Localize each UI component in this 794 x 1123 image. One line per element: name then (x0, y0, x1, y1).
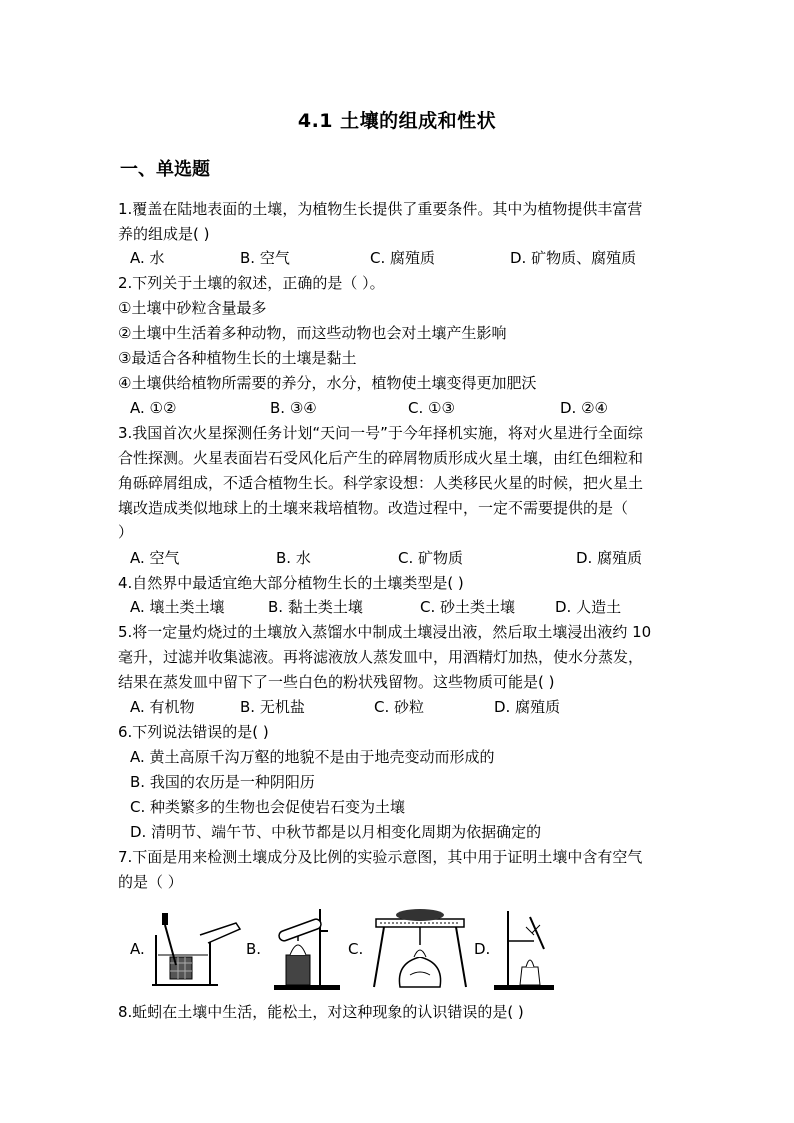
q7-figures (128, 905, 568, 995)
q1-option-b: B. 空气 (240, 249, 290, 267)
q5-stem-line1: 5.将一定量灼烧过的土壤放入蒸馏水中制成土壤浸出液，然后取土壤浸出液约 10 (118, 623, 652, 641)
q3-stem-line5: ） (118, 523, 134, 541)
q6-option-c: C. 种类繁多的生物也会促使岩石变为土壤 (130, 798, 406, 816)
q7-fig-label-d: D. (474, 940, 491, 958)
q2-statement-2: ②土壤中生活着多种动物，而这些动物也会对土壤产生影响 (118, 324, 507, 342)
q5-stem-line2: 毫升，过滤并收集滤液。再将滤液放人蒸发皿中，用酒精灯加热，使水分蒸发， (118, 648, 644, 666)
q4-option-d: D. 人造土 (555, 598, 622, 616)
q8-stem: 8.蚯蚓在土壤中生活，能松土，对这种现象的认识错误的是( ) (118, 1003, 524, 1021)
q4-stem: 4.自然界中最适宜绝大部分植物生长的土壤类型是( ) (118, 574, 464, 592)
q1-option-a: A. 水 (130, 249, 165, 267)
q1-stem-line1: 1.覆盖在陆地表面的土壤，为植物生长提供了重要条件。其中为植物提供丰富营 (118, 200, 643, 218)
q3-option-b: B. 水 (276, 549, 311, 567)
q2-statement-1: ①土壤中砂粒含量最多 (118, 299, 267, 317)
q2-option-d: D. ②④ (560, 399, 608, 417)
q1-option-c: C. 腐殖质 (370, 249, 436, 267)
q3-option-a: A. 空气 (130, 549, 180, 567)
q3-stem-line3: 角砾碎屑组成，不适合植物生长。科学家设想：人类移民火星的时候，把火星土 (118, 474, 644, 492)
q1-stem-line2: 养的组成是( ) (118, 225, 210, 243)
q2-statement-3: ③最适合各种植物生长的土壤是黏土 (118, 349, 357, 367)
beaker-soil-figure (148, 905, 246, 991)
test-tube-heating-figure (268, 905, 348, 991)
q2-option-b: B. ③④ (270, 399, 317, 417)
q2-statement-4: ④土壤供给植物所需要的养分，水分，植物使土壤变得更加肥沃 (118, 374, 537, 392)
q4-option-a: A. 壤土类土壤 (130, 598, 225, 616)
tripod-heating-figure (370, 905, 470, 991)
q3-option-c: C. 矿物质 (398, 549, 464, 567)
q7-stem-line1: 7.下面是用来检测土壤成分及比例的实验示意图，其中用于证明土壤中含有空气 (118, 848, 643, 866)
q4-option-c: C. 砂土类土壤 (420, 598, 516, 616)
q5-option-b: B. 无机盐 (240, 698, 305, 716)
q4-option-b: B. 黏土类土壤 (268, 598, 363, 616)
q5-option-c: C. 砂粒 (374, 698, 425, 716)
q3-stem-line4: 壤改造成类似地球上的土壤来栽培植物。改造过程中，一定不需要提供的是（ (118, 499, 629, 517)
q3-option-d: D. 腐殖质 (576, 549, 643, 567)
q6-option-a: A. 黄土高原千沟万壑的地貌不是由于地壳变动而形成的 (130, 748, 495, 766)
stand-lamp-figure (490, 905, 560, 991)
q1-option-d: D. 矿物质、腐殖质 (510, 249, 637, 267)
q2-stem: 2.下列关于土壤的叙述，正确的是（ ）。 (118, 274, 385, 292)
q7-stem-line2: 的是（ ） (118, 873, 183, 891)
q5-option-a: A. 有机物 (130, 698, 195, 716)
q3-stem-line2: 合性探测。火星表面岩石受风化后产生的碎屑物质形成火星土壤，由红色细粒和 (118, 449, 644, 467)
q2-option-a: A. ①② (130, 399, 177, 417)
q5-option-d: D. 腐殖质 (494, 698, 561, 716)
q3-stem-line1: 3.我国首次火星探测任务计划“天问一号”于今年择机实施，将对火星进行全面综 (118, 424, 643, 442)
q6-option-d: D. 清明节、端午节、中秋节都是以月相变化周期为依据确定的 (130, 823, 542, 841)
q2-option-c: C. ①③ (408, 399, 455, 417)
q7-fig-label-c: C. (348, 940, 364, 958)
q5-stem-line3: 结果在蒸发皿中留下了一些白色的粉状残留物。这些物质可能是( ) (118, 673, 555, 691)
q6-stem: 6.下列说法错误的是( ) (118, 723, 269, 741)
q7-fig-label-b: B. (246, 940, 262, 958)
q7-fig-label-a: A. (130, 940, 145, 958)
document-title: 4.1 土壤的组成和性状 (297, 110, 497, 132)
q6-option-b: B. 我国的农历是一种阴阳历 (130, 773, 315, 791)
section-heading: 一、单选题 (120, 159, 210, 180)
